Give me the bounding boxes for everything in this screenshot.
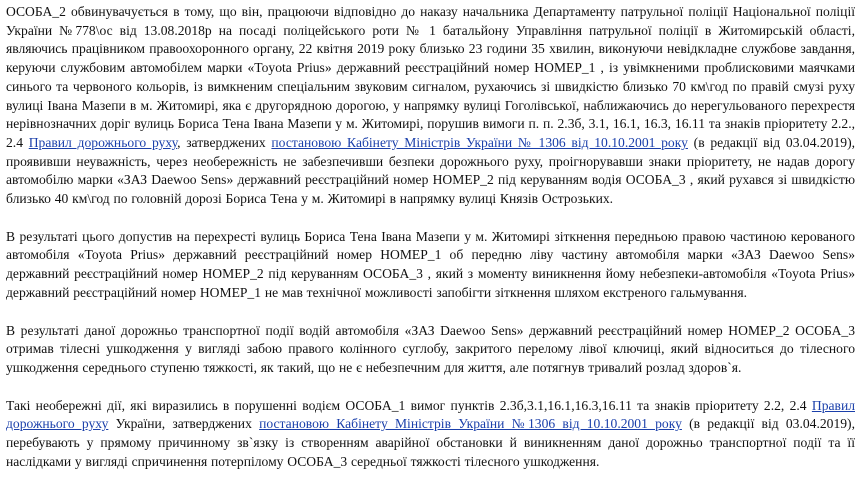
paragraph-1 xyxy=(6,3,855,209)
paragraph-4 xyxy=(6,397,855,472)
link-cabinet-resolution[interactable]: постановою Кабінету Міністрів України № 1306 від 10.10.2001 року xyxy=(271,134,688,150)
paragraph-1-text-2: , затверджених xyxy=(177,134,272,150)
paragraph-2-text-1: В результаті цього допустив на перехресті вулиць Бориса Тена Івана Мазепи у м. Житомирі зіткнення передньою правою частиною керованого автомобіля «Toyota Prius» державний реєстраційний номер НОМЕР_1 об передню ліву частину автомобіля марки «ЗАЗ Daewoo Sens» державний реєстраційний номер НОМЕР_2 під керуванням ОСОБА_3 , який з моменту виникнення йому небезпеки-автомобіля «Toyota Prius» державний реєстраційний номер НОМЕР_1 не мав технічної можливості запобігти зіткнення шляхом екстреного гальмування. xyxy=(6,228,855,300)
document-body xyxy=(6,3,855,490)
paragraph-3 xyxy=(6,322,855,378)
link-cabinet-resolution-2[interactable]: постановою Кабінету Міністрів України №1306 від 10.10.2001 року xyxy=(259,416,682,432)
paragraph-4-text-3: (в редакції від 03.04.2019), перебувають у прямому причинному зв`язку із створенням аварійної обстановки й виникненням даної дорожньо транспортної події та її наслідками у вигляді спричинення потерпілому ОСОБА_3 середньої тяжкості тілесного ушкодження. xyxy=(6,416,855,469)
paragraph-2 xyxy=(6,228,855,303)
link-traffic-rules[interactable]: Правил дорожнього руху xyxy=(28,134,178,150)
paragraph-3-text-1: В результаті даної дорожньо транспортної події водій автомобіля «ЗАЗ Daewoo Sens» державний реєстраційний номер НОМЕР_2 ОСОБА_3 отримав тілесні ушкодження у вигляді забою правого колінного суглобу, закритого перелому лівої ключиці, який відноситься до тілесного ушкодження середнього ступеню тяжкості, як такий, що не є небезпечним для життя, але потягнув тривалий розлад здоров`я. xyxy=(6,322,855,375)
paragraph-4-text-1: Такі необережні дії, які виразились в порушенні водієм ОСОБА_1 вимог пунктів 2.3б,3.1,16.1,16.3,16.11 та знаків пріоритету 2.2, 2.4 xyxy=(6,397,812,413)
paragraph-1-text-1: ОСОБА_2 обвинувачується в тому, що він, працюючи відповідно до наказу начальника Департаменту патрульної поліції Національної поліції України №778\ос від 13.08.2018р на посаді поліцейського роти № 1 батальйону Управління патрульної поліції в Житомирській області, являючись працівником правоохоронного органу, 22 квітня 2019 року близько 23 години 35 хвилин, виконуючи невідкладне службове завдання, керуючи службовим автомобілем марки «Toyota Prius» державний реєстраційний номер НОМЕР_1 , із увімкненими проблисковими маячками синього та червоного кольорів, із вимкненим спеціальним звуковим сигналом, рухаючись зі швидкістю близько 70 км\год по правій смузі руху вулиці Івана Мазепи в м. Житомирі, яка є другорядною дорогою, у напрямку вулиці Гоголівської, наближаючись до нерегульованого перехрестя нерівнозначних доріг вулиць Бориса Тена Івана Мазепи у м. Житомирі, порушив вимоги п. п. 2.3б, 3.1, 16.1, 16.3, 16.11 та знаків пріоритету 2.2., 2.4 xyxy=(6,4,855,150)
paragraph-1-text-3: (в редакції від 03.04.2019), проявивши неуважність, через необережність не забезпечивши безпеки дорожнього руху, проігнорувавши знаки пріоритету, не надав дорогу автомобілю марки «ЗАЗ Daewoo Sens» державний реєстраційний номер НОМЕР_2 під керуванням водія ОСОБА_3 , який рухався зі швидкістю близько 40 км\год по головній дорозі Бориса Тена у м. Житомирі в напрямку вулиці Князів Острозьких. xyxy=(6,134,856,207)
paragraph-4-text-2: України, затверджених xyxy=(108,416,260,432)
link-traffic-rules-2[interactable]: Правил дорожнього руху xyxy=(6,397,855,432)
